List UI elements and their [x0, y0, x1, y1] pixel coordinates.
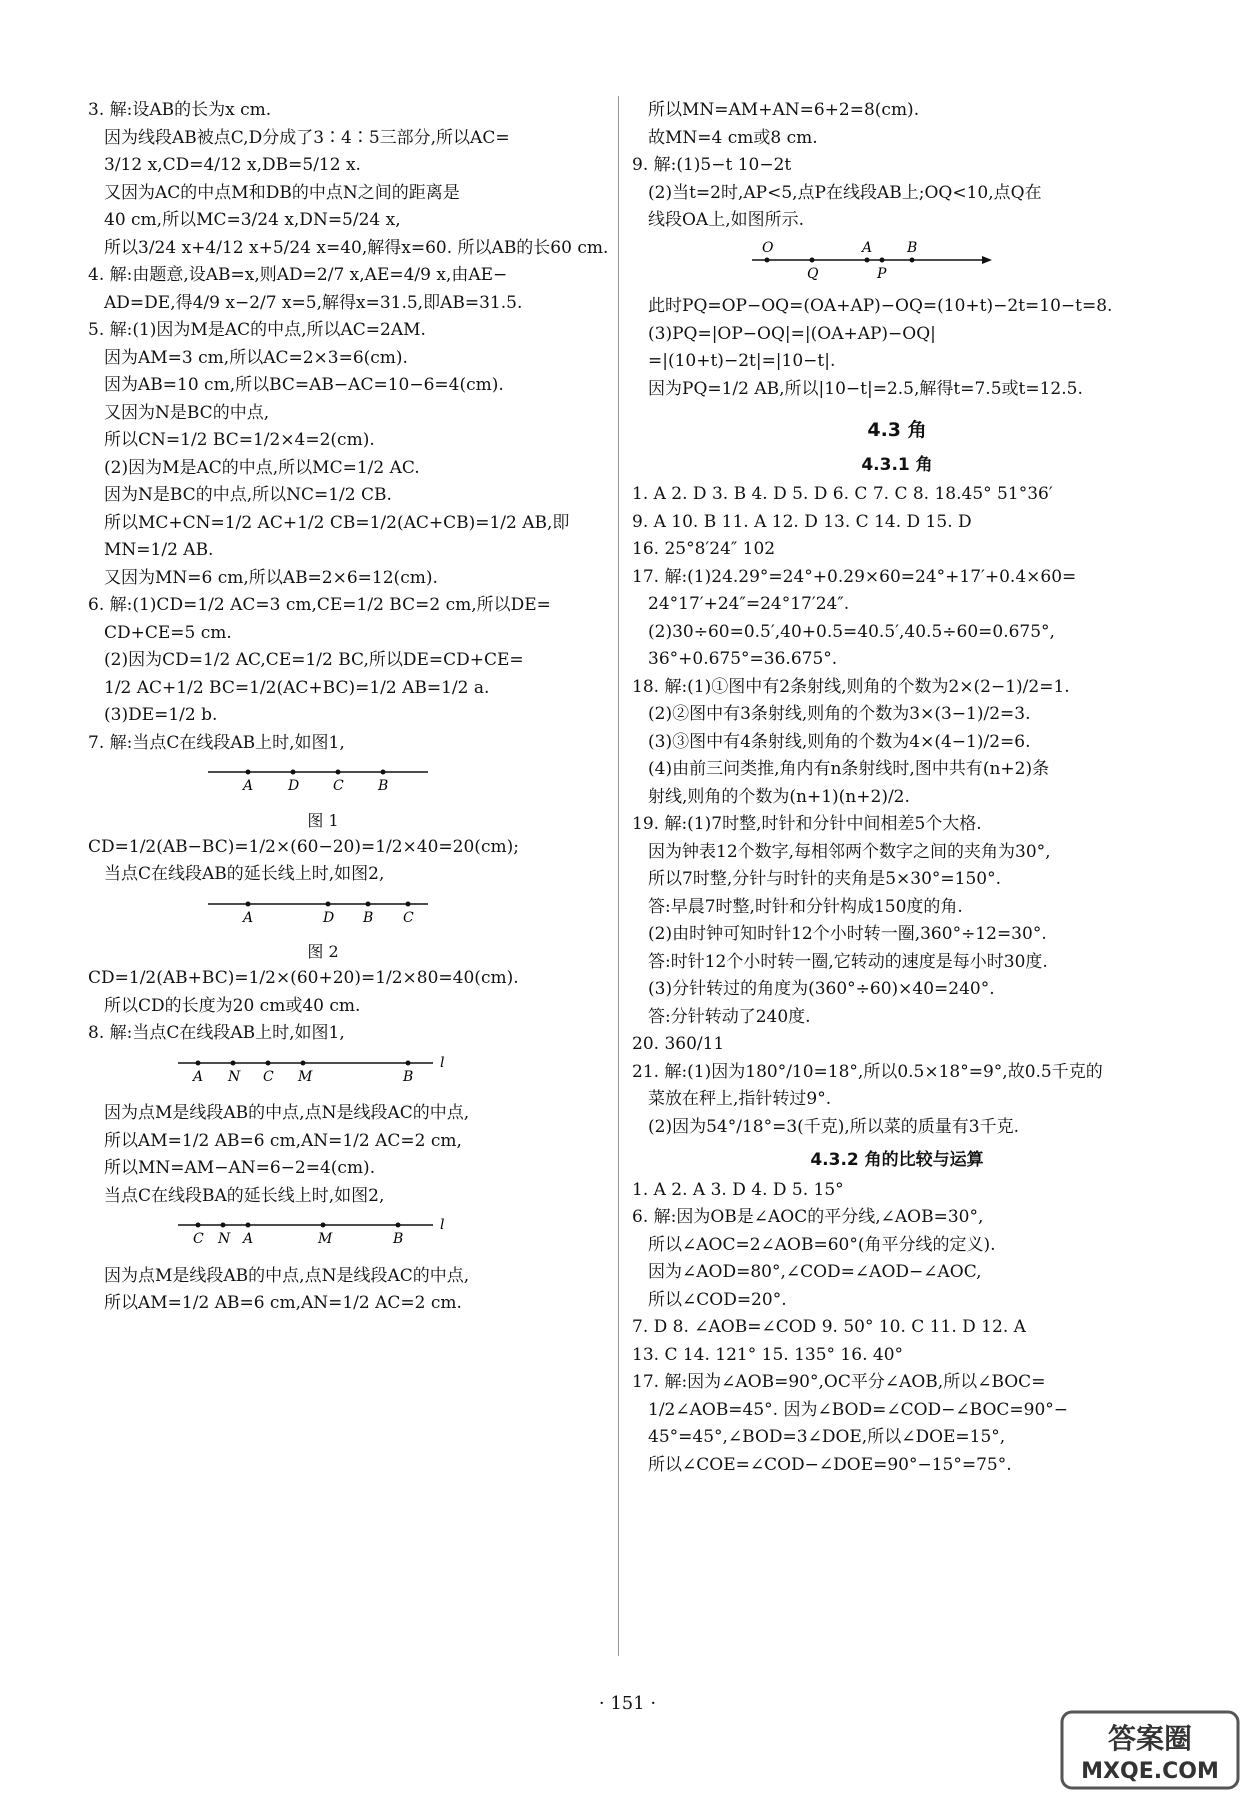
- text-line: (2)30÷60=0.5′,40+0.5=40.5′,40.5÷60=0.675°,: [648, 621, 1055, 642]
- point-label: B: [363, 909, 374, 926]
- text-line: 8. 解:当点C在线段AB上时,如图1,: [88, 1023, 345, 1043]
- figure-caption: 图 2: [307, 942, 339, 961]
- watermark-url: MXQE.COM: [1081, 1759, 1219, 1784]
- text-line: 线段OA上,如图所示.: [648, 210, 805, 230]
- right-column: [632, 96, 1162, 1480]
- text-line: 因为PQ=1/2 AB,所以|10−t|=2.5,解得t=7.5或t=12.5.: [648, 378, 1083, 399]
- text-line: 6. 解:因为OB是∠AOC的平分线,∠AOB=30°,: [632, 1207, 984, 1227]
- text-line: 当点C在线段AB的延长线上时,如图2,: [104, 864, 385, 884]
- text-line: 所以∠AOC=2∠AOB=60°(角平分线的定义).: [648, 1234, 996, 1255]
- text-line: 40 cm,所以MC=3/24 x,DN=5/24 x,: [104, 210, 401, 230]
- text-line: (2)因为54°/18°=3(千克),所以菜的质量有3千克.: [648, 1116, 1020, 1137]
- text-line: 答:早晨7时整,时针和分针构成150度的角.: [648, 896, 963, 917]
- point-label: P: [877, 265, 887, 280]
- figure-8-2-segment: [178, 1215, 458, 1249]
- text-line: (2)因为CD=1/2 AC,CE=1/2 BC,所以DE=CD+CE=: [104, 650, 524, 670]
- text-line: 当点C在线段BA的延长线上时,如图2,: [104, 1185, 385, 1206]
- text-line: 又因为AC的中点M和DB的中点N之间的距离是: [104, 182, 460, 203]
- text-line: 又因为MN=6 cm,所以AB=2×6=12(cm).: [104, 567, 438, 588]
- text-line: 4. 解:由题意,设AB=x,则AD=2/7 x,AE=4/9 x,由AE−: [88, 265, 508, 285]
- text-line: 36°+0.675°=36.675°.: [648, 649, 838, 669]
- text-line: 所以∠COD=20°.: [648, 1289, 787, 1310]
- point-label: A: [243, 1231, 254, 1247]
- text-line: CD+CE=5 cm.: [104, 622, 232, 643]
- text-line: (3)分针转过的角度为(360°÷60)×40=240°.: [648, 979, 995, 999]
- text-line: (3)PQ=|OP−OQ|=|(OA+AP)−OQ|: [648, 323, 936, 344]
- point-label: M: [318, 1231, 333, 1247]
- text-line: 45°=45°,∠BOD=3∠DOE,所以∠DOE=15°,: [648, 1427, 1006, 1447]
- point-label: N: [218, 1231, 231, 1247]
- point-label: A: [193, 1068, 204, 1085]
- figure-9-number-line: [742, 240, 1002, 280]
- text-line: 24°17′+24″=24°17′24″.: [648, 594, 850, 614]
- point-label: B: [907, 239, 918, 256]
- text-line: 因为钟表12个数字,每相邻两个数字之间的夹角为30°,: [648, 841, 1051, 862]
- section-title: 4.3 角: [867, 419, 927, 441]
- watermark-text: 答案圈: [1107, 1722, 1193, 1755]
- text-line: 17. 解:(1)24.29°=24°+0.29×60=24°+17′+0.4×60=: [632, 566, 1077, 587]
- text-line: AD=DE,得4/9 x−2/7 x=5,解得x=31.5,即AB=31.5.: [104, 292, 523, 313]
- point-label: C: [403, 909, 414, 926]
- text-line: 16. 25°8′24″ 102: [632, 539, 776, 559]
- point-label: A: [243, 778, 254, 794]
- text-line: MN=1/2 AB.: [104, 540, 214, 560]
- point-label: Q: [807, 265, 819, 280]
- page-number: · 151 ·: [598, 1693, 657, 1714]
- text-line: 所以AM=1/2 AB=6 cm,AN=1/2 AC=2 cm.: [104, 1293, 462, 1313]
- text-line: (2)当t=2时,AP<5,点P在线段AB上;OQ<10,点Q在: [648, 182, 1042, 203]
- text-line: 因为∠AOD=80°,∠COD=∠AOD−∠AOC,: [648, 1262, 982, 1282]
- line-label: l: [440, 1217, 445, 1233]
- point-label: A: [862, 239, 873, 256]
- point-label: C: [263, 1068, 274, 1085]
- text-line: 6. 解:(1)CD=1/2 AC=3 cm,CE=1/2 BC=2 cm,所以DE=: [88, 595, 551, 615]
- text-line: 所以7时整,分针与时针的夹角是5×30°=150°.: [648, 869, 1002, 889]
- text-line: 所以MN=AM−AN=6−2=4(cm).: [104, 1158, 376, 1178]
- text-line: (4)由前三问类推,角内有n条射线时,图中共有(n+2)条: [648, 759, 1050, 779]
- text-line: 因为AM=3 cm,所以AC=2×3=6(cm).: [104, 347, 408, 368]
- text-line: 13. C 14. 121° 15. 135° 16. 40°: [632, 1344, 904, 1365]
- text-line: (2)因为M是AC的中点,所以MC=1/2 AC.: [104, 457, 420, 478]
- watermark-logo: [1060, 1710, 1240, 1790]
- text-line: 所以CN=1/2 BC=1/2×4=2(cm).: [104, 430, 375, 450]
- point-label: N: [228, 1068, 241, 1085]
- point-label: B: [378, 778, 389, 794]
- text-line: 此时PQ=OP−OQ=(OA+AP)−OQ=(10+t)−2t=10−t=8.: [648, 296, 1113, 316]
- point-label: D: [288, 778, 300, 794]
- text-line: 所以MC+CN=1/2 AC+1/2 CB=1/2(AC+CB)=1/2 AB,即: [104, 512, 570, 533]
- text-line: 5. 解:(1)因为M是AC的中点,所以AC=2AM.: [88, 320, 426, 340]
- text-line: 故MN=4 cm或8 cm.: [648, 127, 818, 148]
- text-line: 18. 解:(1)①图中有2条射线,则角的个数为2×(2−1)/2=1.: [632, 676, 1070, 697]
- text-line: 所以MN=AM+AN=6+2=8(cm).: [648, 100, 920, 120]
- text-line: 1. A 2. D 3. B 4. D 5. D 6. C 7. C 8. 18.45° 51°36′: [632, 484, 1053, 504]
- text-line: (2)由时钟可知时针12个小时转一圈,360°÷12=30°.: [648, 924, 1047, 944]
- text-line: 所以AM=1/2 AB=6 cm,AN=1/2 AC=2 cm,: [104, 1130, 462, 1151]
- text-line: 9. A 10. B 11. A 12. D 13. C 14. D 15. D: [632, 511, 972, 532]
- text-line: 3/12 x,CD=4/12 x,DB=5/12 x.: [104, 155, 361, 175]
- text-line: (3)DE=1/2 b.: [104, 705, 218, 725]
- text-line: 射线,则角的个数为(n+1)(n+2)/2.: [648, 786, 910, 807]
- text-line: 因为AB=10 cm,所以BC=AB−AC=10−6=4(cm).: [104, 375, 504, 395]
- text-line: 因为点M是线段AB的中点,点N是线段AC的中点,: [104, 1265, 470, 1286]
- text-line: 7. 解:当点C在线段AB上时,如图1,: [88, 732, 345, 753]
- text-line: 7. D 8. ∠AOB=∠COD 9. 50° 10. C 11. D 12. A: [632, 1317, 1026, 1337]
- text-line: (3)③图中有4条射线,则角的个数为4×(4−1)/2=6.: [648, 731, 1031, 752]
- text-line: 所以3/24 x+4/12 x+5/24 x=40,解得x=60. 所以AB的长60 cm.: [104, 237, 609, 258]
- text-line: 菜放在秤上,指针转过9°.: [648, 1089, 832, 1109]
- text-line: 1. A 2. A 3. D 4. D 5. 15°: [632, 1179, 844, 1200]
- text-line: 所以CD的长度为20 cm或40 cm.: [104, 995, 361, 1016]
- text-line: (2)②图中有3条射线,则角的个数为3×(3−1)/2=3.: [648, 704, 1031, 724]
- point-label: B: [403, 1068, 414, 1085]
- text-line: 20. 360/11: [632, 1034, 725, 1054]
- text-line: 1/2∠AOB=45°. 因为∠BOD=∠COD−∠BOC=90°−: [648, 1399, 1069, 1420]
- point-label: C: [193, 1231, 204, 1247]
- text-line: 答:分针转动了240度.: [648, 1006, 811, 1027]
- point-label: D: [323, 909, 335, 926]
- text-line: 19. 解:(1)7时整,时针和分针中间相差5个大格.: [632, 814, 982, 834]
- text-line: 9. 解:(1)5−t 10−2t: [632, 155, 792, 175]
- text-line: 答:时针12个小时转一圈,它转动的速度是每小时30度.: [648, 951, 1048, 972]
- point-label: B: [393, 1231, 404, 1247]
- line-label: l: [440, 1054, 445, 1071]
- text-line: 3. 解:设AB的长为x cm.: [88, 100, 272, 120]
- column-divider: [618, 96, 619, 1656]
- point-label: C: [333, 778, 344, 794]
- figure-caption: 图 1: [307, 810, 339, 830]
- text-line: =|(10+t)−2t|=|10−t|.: [648, 351, 836, 371]
- text-line: 17. 解:因为∠AOB=90°,OC平分∠AOB,所以∠BOC=: [632, 1372, 1046, 1392]
- subsection-title: 4.3.1 角: [861, 454, 933, 475]
- text-line: 1/2 AC+1/2 BC=1/2(AC+BC)=1/2 AB=1/2 a.: [104, 677, 490, 698]
- text-line: 又因为N是BC的中点,: [104, 402, 270, 423]
- text-line: 所以∠COE=∠COD−∠DOE=90°−15°=75°.: [648, 1454, 1012, 1475]
- text-line: CD=1/2(AB−BC)=1/2×(60−20)=1/2×40=20(cm);: [88, 836, 519, 857]
- figure-8-1-segment: [178, 1053, 458, 1087]
- point-label: M: [298, 1068, 313, 1085]
- text-line: CD=1/2(AB+BC)=1/2×(60+20)=1/2×80=40(cm).: [88, 968, 519, 988]
- figure-1-segment: [208, 762, 438, 796]
- point-label: O: [762, 239, 774, 256]
- text-line: 因为点M是线段AB的中点,点N是线段AC的中点,: [104, 1103, 470, 1123]
- text-line: 21. 解:(1)因为180°/10=18°,所以0.5×18°=9°,故0.5千克的: [632, 1061, 1103, 1082]
- text-line: 因为N是BC的中点,所以NC=1/2 CB.: [104, 485, 392, 505]
- left-column: [88, 96, 608, 1319]
- figure-2-segment: [208, 894, 438, 928]
- point-label: A: [243, 909, 254, 926]
- subsection-title: 4.3.2 角的比较与运算: [810, 1150, 984, 1170]
- text-line: 因为线段AB被点C,D分成了3∶4∶5三部分,所以AC=: [104, 127, 510, 148]
